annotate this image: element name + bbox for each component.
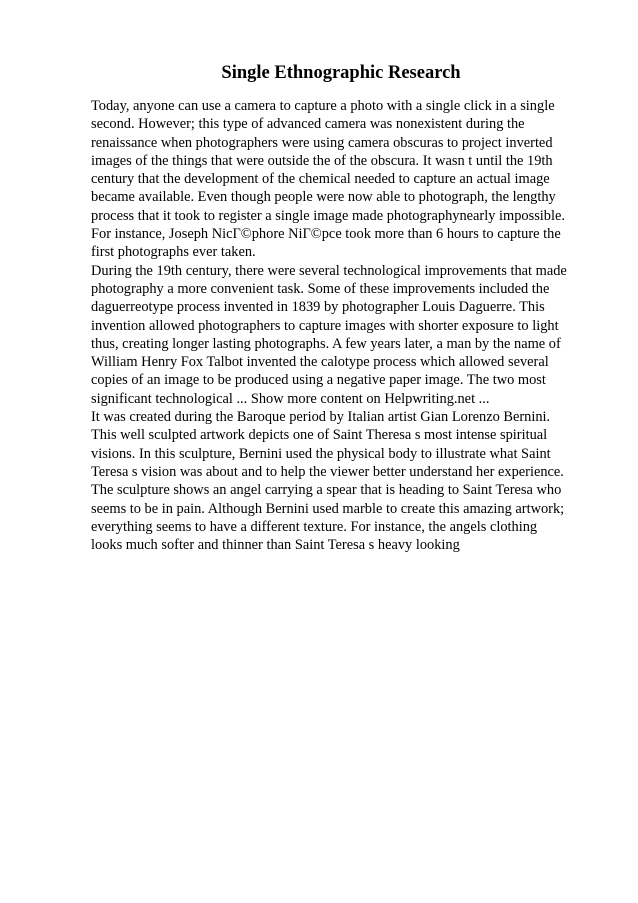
paragraph-bernini-sculpture: It was created during the Baroque period by Italian artist Gian Lorenzo Bernini. This well sculpted artwork depicts one of Saint Theresa s most intense spiritual visions. In this sculpture, Bernini used the physical body to illustrate what Saint Teresa s vision was about and to help the viewer better understand her experience. The sculpture shows an angel carrying a spear that is heading to Saint Teresa who seems to be in pain. Although Bernini used marble to create this amazing artwork; everything seems to have a different texture. For instance, the angels clothing looks much softer and thinner than Saint Teresa s heavy looking bbox=[91, 409, 565, 554]
document-title: Single Ethnographic Research bbox=[221, 63, 461, 83]
paragraph-photography-history: Today, anyone can use a camera to capture a photo with a single click in a single second. However; this type of advanced camera was nonexistent during the renaissance when photographers were using camera obscuras to project inverted images of the things that were outside the of the obscura. It wasn t until the 19th century that the development of the chemical needed to capture an actual image became available. Even though people were now able to photograph, the lengthy process that it took to register a single image made photographynearly impossible. For instance, Joseph NicΓ©phore NiΓ©pce took more than 6 hours to capture the first photographs ever taken. bbox=[91, 98, 565, 261]
document-body bbox=[91, 97, 571, 554]
paragraph-technological-improvements: During the 19th century, there were several technological improvements that made photography a more convenient task. Some of these improvements included the daguerreotype process invented in 1839 by photographer Louis Daguerre. This invention allowed photographers to capture images with shorter exposure to light thus, creating longer lasting photographs. A few years later, a man by the name of William Henry Fox Talbot invented the calotype process which allowed several copies of an image to be produced using a negative paper image. The two most significant technological ... Show more content on Helpwriting.net ... bbox=[91, 262, 567, 407]
